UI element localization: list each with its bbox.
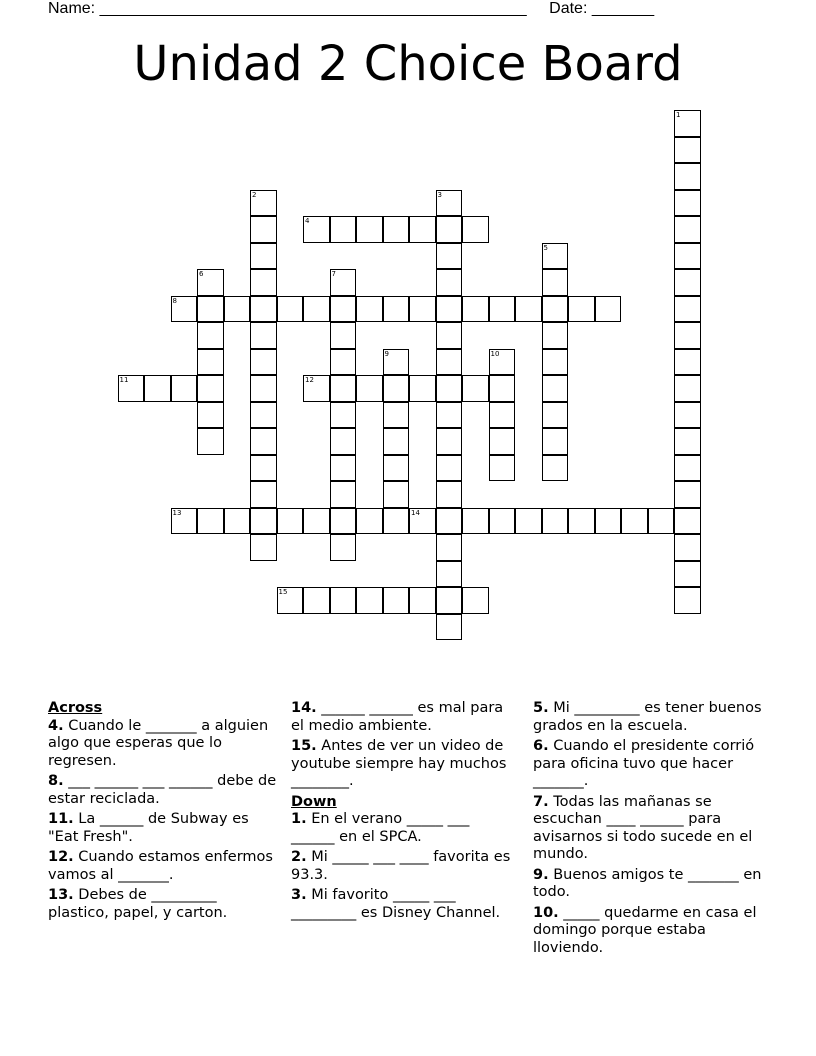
grid-cell[interactable] [356, 375, 383, 402]
grid-cell[interactable] [489, 375, 516, 402]
down-heading: Down [291, 793, 337, 810]
clue-down-6: 6. Cuando el presidente corrió para oficina tuvo que hacer _______. [533, 738, 755, 789]
grid-cell[interactable] [648, 508, 675, 535]
grid-cell[interactable] [330, 402, 357, 429]
grid-cell[interactable] [489, 455, 516, 482]
grid-cell[interactable] [542, 243, 569, 270]
grid-cell[interactable] [462, 296, 489, 323]
grid-cell[interactable] [330, 481, 357, 508]
grid-cell[interactable] [436, 296, 463, 323]
grid-cell[interactable] [383, 349, 410, 376]
grid-cell[interactable] [674, 110, 701, 137]
grid-cell[interactable] [197, 428, 224, 455]
grid-cell[interactable] [436, 402, 463, 429]
grid-cell[interactable] [171, 375, 198, 402]
grid-cell[interactable] [383, 375, 410, 402]
grid-cell[interactable] [303, 296, 330, 323]
grid-cell[interactable] [542, 269, 569, 296]
grid-cell[interactable] [595, 296, 622, 323]
grid-cell[interactable] [515, 508, 542, 535]
grid-cell[interactable] [674, 534, 701, 561]
grid-cell[interactable] [674, 269, 701, 296]
grid-cell[interactable] [409, 216, 436, 243]
grid-cell[interactable] [674, 349, 701, 376]
grid-cell[interactable] [674, 243, 701, 270]
grid-cell[interactable] [436, 243, 463, 270]
grid-cell[interactable] [250, 428, 277, 455]
clue-across-12: 12. Cuando estamos enfermos vamos al _______. [48, 849, 273, 883]
clue-across-14: 14. ______ ______ es mal para el medio ambiente. [291, 700, 504, 734]
grid-cell[interactable] [542, 428, 569, 455]
clue-number: 3 [437, 190, 442, 199]
grid-cell[interactable] [250, 402, 277, 429]
grid-cell[interactable] [197, 402, 224, 429]
grid-cell[interactable] [674, 296, 701, 323]
clue-down-9: 9. Buenos amigos te _______ en todo. [533, 866, 762, 900]
grid-cell[interactable] [674, 455, 701, 482]
grid-cell[interactable] [542, 402, 569, 429]
grid-cell[interactable] [171, 296, 198, 323]
clue-down-7: 7. Todas las mañanas se escuchan ____ ______ para avisarnos si todo sucede en el mundo. [533, 793, 753, 862]
clue-down-5: 5. Mi _________ es tener buenos grados en la escuela. [533, 700, 762, 734]
grid-cell[interactable] [409, 296, 436, 323]
grid-cell[interactable] [568, 508, 595, 535]
date-label: Date: [549, 0, 588, 17]
grid-cell[interactable] [674, 322, 701, 349]
clue-down-1: 1. En el verano _____ ___ ______ en el SPCA. [291, 811, 470, 845]
grid-cell[interactable] [674, 163, 701, 190]
grid-cell[interactable] [436, 587, 463, 614]
clue-number: 6 [199, 270, 204, 278]
grid-cell[interactable] [250, 534, 277, 561]
grid-cell[interactable] [118, 375, 145, 402]
grid-cell[interactable] [197, 508, 224, 535]
clue-number: 10 [490, 349, 500, 358]
grid-cell[interactable] [462, 587, 489, 614]
grid-cell[interactable] [489, 508, 516, 535]
clue-across-4: 4. Cuando le _______ a alguien algo que esperas que lo regresen. [48, 717, 269, 769]
page-title: Unidad 2 Choice Board [133, 36, 683, 92]
grid-cell[interactable] [303, 508, 330, 535]
clues-column-1 [48, 700, 280, 925]
clue-down-10: 10. _____ quedarme en casa el domingo porque estaba lloviendo. [533, 904, 757, 956]
clue-number: 12 [305, 376, 314, 384]
clue-across-13: 13. Debes de _________ plastico, papel, y carton. [48, 887, 228, 921]
clue-number: 13 [172, 508, 182, 517]
clues-column-3 [533, 700, 773, 960]
grid-cell[interactable] [383, 296, 410, 323]
grid-cell[interactable] [436, 455, 463, 482]
clue-number: 4 [305, 217, 310, 225]
date-blank[interactable]: _______ [591, 0, 655, 17]
grid-cell[interactable] [330, 296, 357, 323]
grid-cell[interactable] [489, 296, 516, 323]
grid-cell[interactable] [674, 428, 701, 455]
clue-down-3: 3. Mi favorito _____ ___ _________ es Disney Channel. [291, 887, 501, 921]
grid-cell[interactable] [383, 428, 410, 455]
grid-cell[interactable] [595, 508, 622, 535]
grid-cell[interactable] [356, 216, 383, 243]
across-heading: Across [48, 700, 103, 716]
grid-cell[interactable] [674, 402, 701, 429]
grid-cell[interactable] [542, 322, 569, 349]
grid-cell[interactable] [674, 587, 701, 614]
grid-cell[interactable] [674, 481, 701, 508]
grid-cell[interactable] [250, 190, 277, 217]
grid-cell[interactable] [383, 481, 410, 508]
grid-cell[interactable] [383, 402, 410, 429]
grid-cell[interactable] [436, 269, 463, 296]
grid-cell[interactable] [674, 508, 701, 535]
grid-cell[interactable] [436, 375, 463, 402]
grid-cell[interactable] [197, 375, 224, 402]
grid-cell[interactable] [330, 269, 357, 296]
grid-cell[interactable] [356, 587, 383, 614]
grid-cell[interactable] [542, 349, 569, 376]
clue-across-15: 15. Antes de ver un video de youtube siempre hay muchos ________. [291, 738, 507, 789]
grid-cell[interactable] [436, 561, 463, 588]
grid-cell[interactable] [250, 243, 277, 270]
grid-cell[interactable] [224, 508, 251, 535]
grid-cell[interactable] [277, 508, 304, 535]
grid-cell[interactable] [250, 455, 277, 482]
grid-cell[interactable] [383, 587, 410, 614]
grid-cell[interactable] [330, 375, 357, 402]
grid-cell[interactable] [330, 322, 357, 349]
grid-cell[interactable] [621, 508, 648, 535]
grid-cell[interactable] [489, 402, 516, 429]
grid-cell[interactable] [436, 349, 463, 376]
grid-cell[interactable] [250, 322, 277, 349]
grid-cell[interactable] [330, 455, 357, 482]
grid-cell[interactable] [250, 349, 277, 376]
grid-cell[interactable] [462, 375, 489, 402]
grid-cell[interactable] [330, 587, 357, 614]
grid-cell[interactable] [330, 349, 357, 376]
grid-cell[interactable] [542, 375, 569, 402]
clue-across-8: 8. ___ ______ ___ ______ debe de estar reciclada. [48, 773, 277, 807]
grid-cell[interactable] [197, 296, 224, 323]
grid-cell[interactable] [674, 375, 701, 402]
grid-cell[interactable] [436, 534, 463, 561]
grid-cell[interactable] [330, 428, 357, 455]
clue-across-11: 11. La ______ de Subway es "Eat Fresh". [48, 811, 249, 845]
name-label: Name: [48, 0, 96, 17]
grid-cell[interactable] [436, 428, 463, 455]
grid-cell[interactable] [489, 428, 516, 455]
grid-cell[interactable] [542, 296, 569, 323]
grid-cell[interactable] [409, 375, 436, 402]
grid-cell[interactable] [197, 349, 224, 376]
grid-cell[interactable] [250, 269, 277, 296]
clue-number: 8 [172, 296, 177, 305]
grid-cell[interactable] [303, 587, 330, 614]
grid-cell[interactable] [250, 508, 277, 535]
grid-cell[interactable] [436, 508, 463, 535]
grid-cell[interactable] [330, 508, 357, 535]
grid-cell[interactable] [330, 216, 357, 243]
grid-cell[interactable] [171, 508, 198, 535]
grid-cell[interactable] [250, 296, 277, 323]
grid-cell[interactable] [250, 375, 277, 402]
grid-cell[interactable] [303, 375, 330, 402]
grid-cell[interactable] [542, 455, 569, 482]
clue-number: 2 [252, 190, 257, 199]
clue-down-2: 2. Mi _____ ___ ____ favorita es 93.3. [291, 849, 511, 883]
grid-cell[interactable] [197, 269, 224, 296]
grid-cell[interactable] [542, 508, 569, 535]
clue-number: 1 [676, 111, 681, 119]
grid-cell[interactable] [436, 614, 463, 641]
grid-cell[interactable] [383, 455, 410, 482]
grid-cell[interactable] [356, 508, 383, 535]
grid-cell[interactable] [224, 296, 251, 323]
grid-cell[interactable] [197, 322, 224, 349]
grid-cell[interactable] [409, 508, 436, 535]
grid-cell[interactable] [277, 296, 304, 323]
grid-cell[interactable] [674, 561, 701, 588]
grid-cell[interactable] [674, 216, 701, 243]
clue-number: 7 [331, 270, 336, 278]
grid-cell[interactable] [436, 322, 463, 349]
grid-cell[interactable] [409, 587, 436, 614]
grid-cell[interactable] [674, 137, 701, 164]
grid-cell[interactable] [674, 190, 701, 217]
clue-number: 15 [278, 588, 288, 596]
clue-number: 5 [543, 243, 548, 252]
grid-cell[interactable] [356, 296, 383, 323]
grid-cell[interactable] [250, 481, 277, 508]
name-blank[interactable]: ________________________________________________ [99, 0, 527, 17]
grid-cell[interactable] [462, 508, 489, 535]
clue-number: 14 [411, 508, 420, 517]
grid-cell[interactable] [515, 296, 542, 323]
grid-cell[interactable] [436, 190, 463, 217]
clues-column-2 [291, 700, 511, 925]
grid-cell[interactable] [436, 216, 463, 243]
grid-cell[interactable] [330, 534, 357, 561]
grid-cell[interactable] [250, 216, 277, 243]
grid-cell[interactable] [383, 216, 410, 243]
clue-number: 11 [119, 376, 129, 384]
grid-cell[interactable] [383, 508, 410, 535]
grid-cell[interactable] [436, 481, 463, 508]
grid-cell[interactable] [144, 375, 171, 402]
grid-cell[interactable] [568, 296, 595, 323]
grid-cell[interactable] [277, 587, 304, 614]
clue-number: 9 [384, 349, 389, 358]
grid-cell[interactable] [489, 349, 516, 376]
grid-cell[interactable] [462, 216, 489, 243]
grid-cell[interactable] [303, 216, 330, 243]
